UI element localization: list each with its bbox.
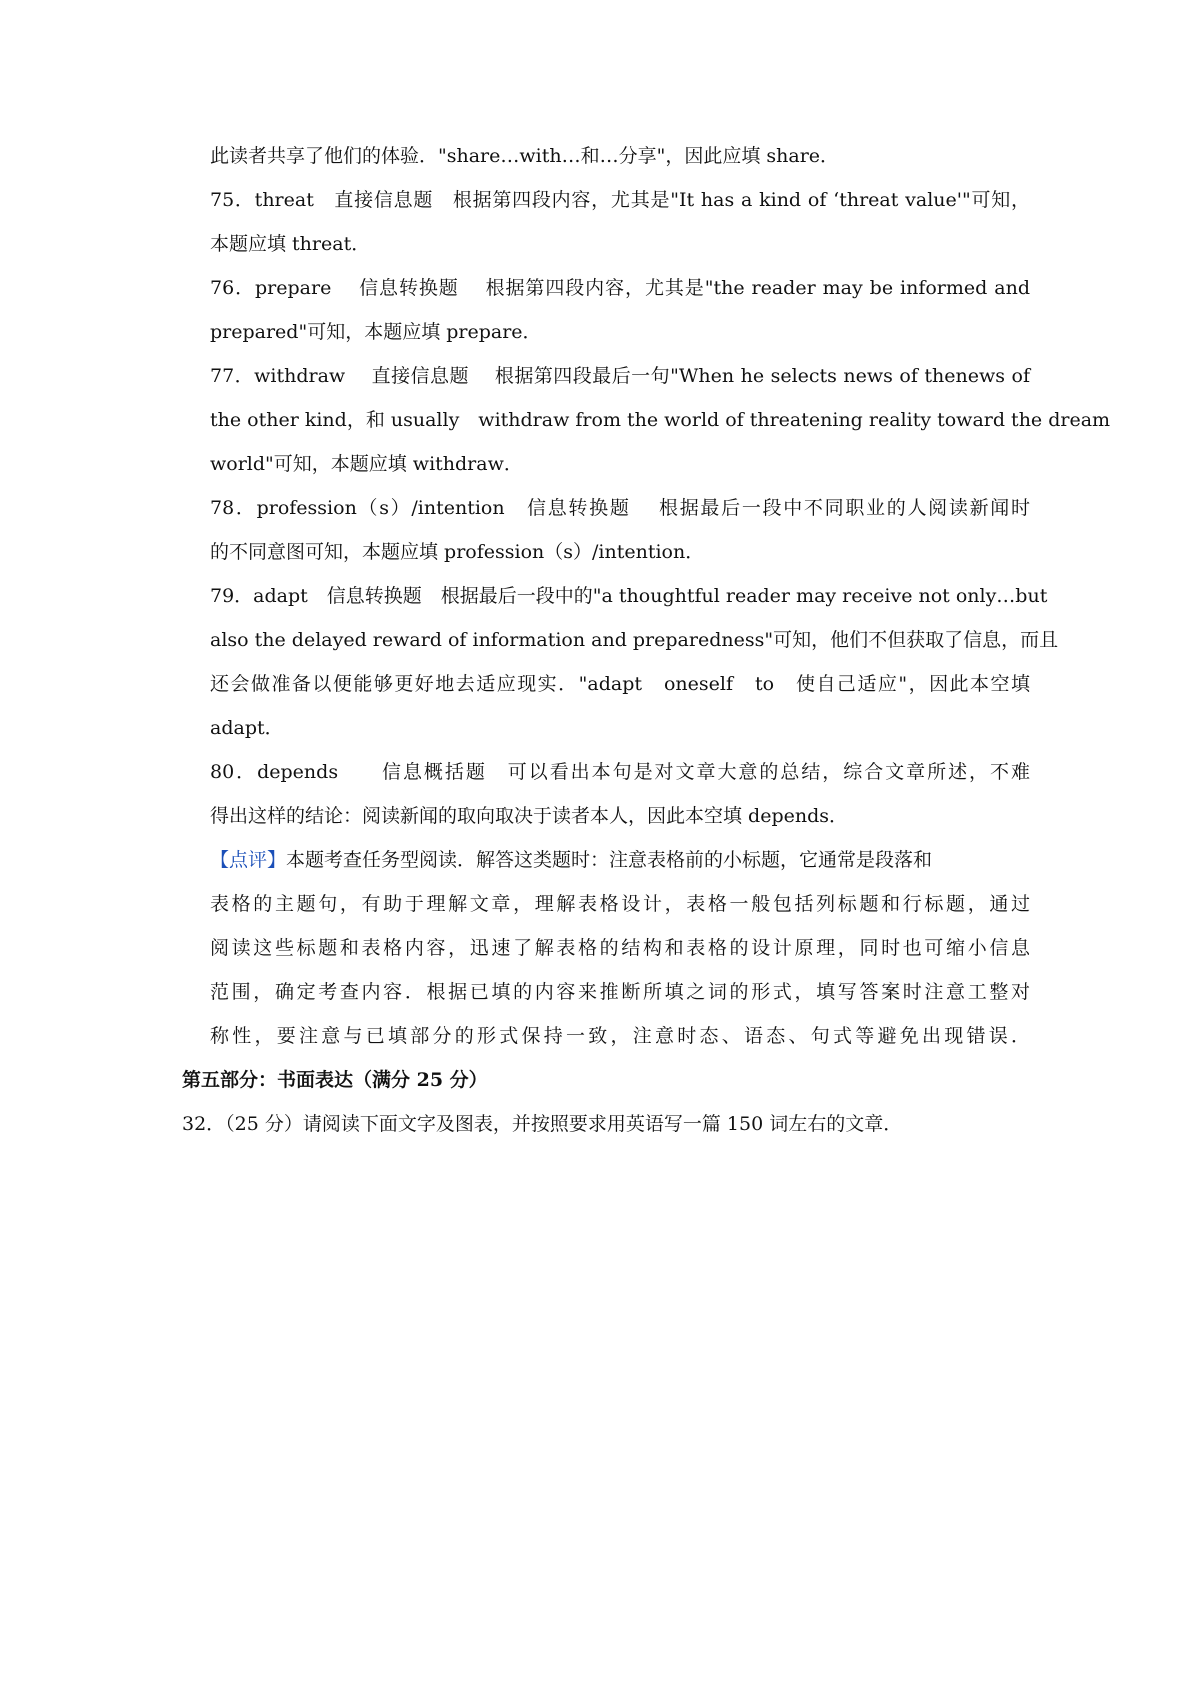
- comment-line: 范围，确定考查内容．根据已填的内容来推断所填之词的形式，填写答案时注意工整对: [210, 981, 1030, 1003]
- text-line: prepared"可知，本题应填 prepare．: [210, 321, 542, 343]
- text-line: 得出这样的结论：阅读新闻的取向取决于读者本人，因此本空填 depends．: [210, 805, 849, 827]
- text-line: 本题应填 threat．: [210, 233, 371, 255]
- text-line: the other kind，和 usually withdraw from the world of threatening reality toward the dream: [210, 409, 1111, 431]
- text-line: adapt．: [210, 717, 284, 739]
- comment-line: 阅读这些标题和表格内容，迅速了解表格的结构和表格的设计原理，同时也可缩小信息: [210, 937, 1030, 959]
- text-line: 此读者共享了他们的体验．"share…with…和…分享"，因此应填 share．: [210, 145, 840, 167]
- text-line: 还会做准备以便能够更好地去适应现实．"adapt oneself to 使自己适应"，因此本空填: [210, 673, 1030, 695]
- comment-first-line: [210, 847, 1030, 873]
- text-line: 的不同意图可知，本题应填 profession（s）/intention．: [210, 541, 705, 563]
- answer-80-line: 80．depends 信息概括题 可以看出本句是对文章大意的总结，综合文章所述，不难: [210, 761, 1030, 783]
- answer-77-line: 77．withdraw 直接信息题 根据第四段最后一句"When he selects news of thenews of: [210, 365, 1030, 387]
- answer-75-line: 75．threat 直接信息题 根据第四段内容，尤其是"It has a kind of ‘threat value'"可知，: [210, 189, 1030, 211]
- section-heading: 第五部分：书面表达（满分 25 分）: [182, 1069, 488, 1091]
- comment-line: 表格的主题句，有助于理解文章，理解表格设计，表格一般包括列标题和行标题，通过: [210, 893, 1030, 915]
- text-line: world"可知，本题应填 withdraw．: [210, 453, 523, 475]
- answer-78-line: 78．profession（s）/intention 信息转换题 根据最后一段中不同职业的人阅读新闻时: [210, 497, 1030, 519]
- comment-text: 本题考查任务型阅读．解答这类题时：注意表格前的小标题，它通常是段落和: [286, 849, 933, 871]
- question-32: 32．（25 分）请阅读下面文字及图表，并按照要求用英语写一篇 150 词左右的文章．: [182, 1113, 903, 1135]
- answer-76-line: 76．prepare 信息转换题 根据第四段内容，尤其是"the reader may be informed and: [210, 277, 1030, 299]
- comment-line: 称性，要注意与已填部分的形式保持一致，注意时态、语态、句式等避免出现错误．: [210, 1025, 1030, 1047]
- text-line: also the delayed reward of information and preparedness"可知，他们不但获取了信息，而且: [210, 629, 1059, 651]
- answer-79-line: 79．adapt 信息转换题 根据最后一段中的"a thoughtful reader may receive not only…but: [210, 585, 1048, 607]
- comment-tag: 【点评】: [210, 849, 287, 871]
